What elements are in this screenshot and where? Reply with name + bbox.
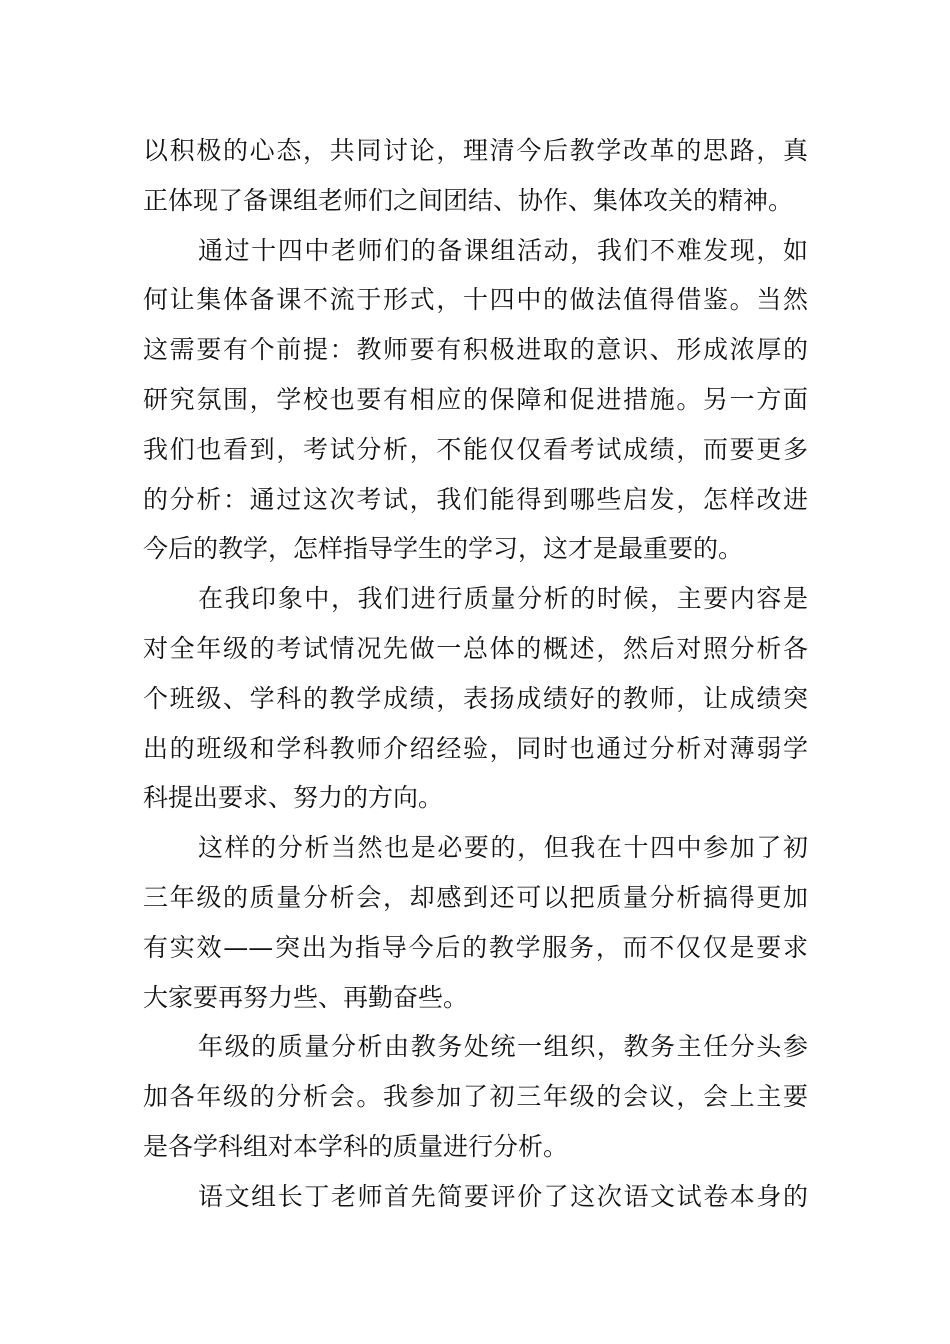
- text-line: 年级的质量分析由教务处统一组织，教务主任分头参: [198, 1032, 808, 1062]
- text-line: 正体现了备课组老师们之间团结、协作、集体攻关的精神。: [143, 185, 794, 215]
- text-line: 研究氛围，学校也要有相应的保障和促进措施。另一方面: [143, 384, 808, 414]
- text-line: 以积极的心态，共同讨论，理清今后教学改革的思路，真: [143, 136, 808, 165]
- text-line: 是各学科组对本学科的质量进行分析。: [143, 1131, 569, 1161]
- text-line: 加各年级的分析会。我参加了初三年级的会议，会上主要: [143, 1082, 808, 1112]
- text-line: 这样的分析当然也是必要的，但我在十四中参加了初: [198, 833, 808, 863]
- document-body: [143, 126, 808, 1222]
- text-line: 大家要再努力些、再勤奋些。: [143, 982, 469, 1012]
- text-line: 有实效——突出为指导今后的教学服务，而不仅仅是要求: [143, 932, 808, 962]
- text-line: 语文组长丁老师首先简要评价了这次语文试卷本身的: [198, 1181, 808, 1211]
- text-line: 我们也看到，考试分析，不能仅仅看考试成绩，而要更多: [143, 434, 808, 464]
- text-line: 的分析：通过这次考试，我们能得到哪些启发，怎样改进: [143, 484, 808, 514]
- text-line: 在我印象中，我们进行质量分析的时候，主要内容是: [198, 584, 808, 614]
- text-line: 今后的教学，怎样指导学生的学习，这才是最重要的。: [143, 534, 744, 564]
- text-line: 何让集体备课不流于形式，十四中的做法值得借鉴。当然: [143, 285, 808, 315]
- text-line: 出的班级和学科教师介绍经验，同时也通过分析对薄弱学: [143, 733, 808, 763]
- text-line: 个班级、学科的教学成绩，表扬成绩好的教师，让成绩突: [143, 683, 808, 713]
- text-line: 科提出要求、努力的方向。: [143, 783, 444, 813]
- text-line: 对全年级的考试情况先做一总体的概述，然后对照分析各: [143, 633, 808, 663]
- text-line: 通过十四中老师们的备课组活动，我们不难发现，如: [198, 235, 808, 265]
- text-line: 这需要有个前提：教师要有积极进取的意识、形成浓厚的: [143, 335, 808, 365]
- text-line: 三年级的质量分析会，却感到还可以把质量分析搞得更加: [143, 882, 808, 912]
